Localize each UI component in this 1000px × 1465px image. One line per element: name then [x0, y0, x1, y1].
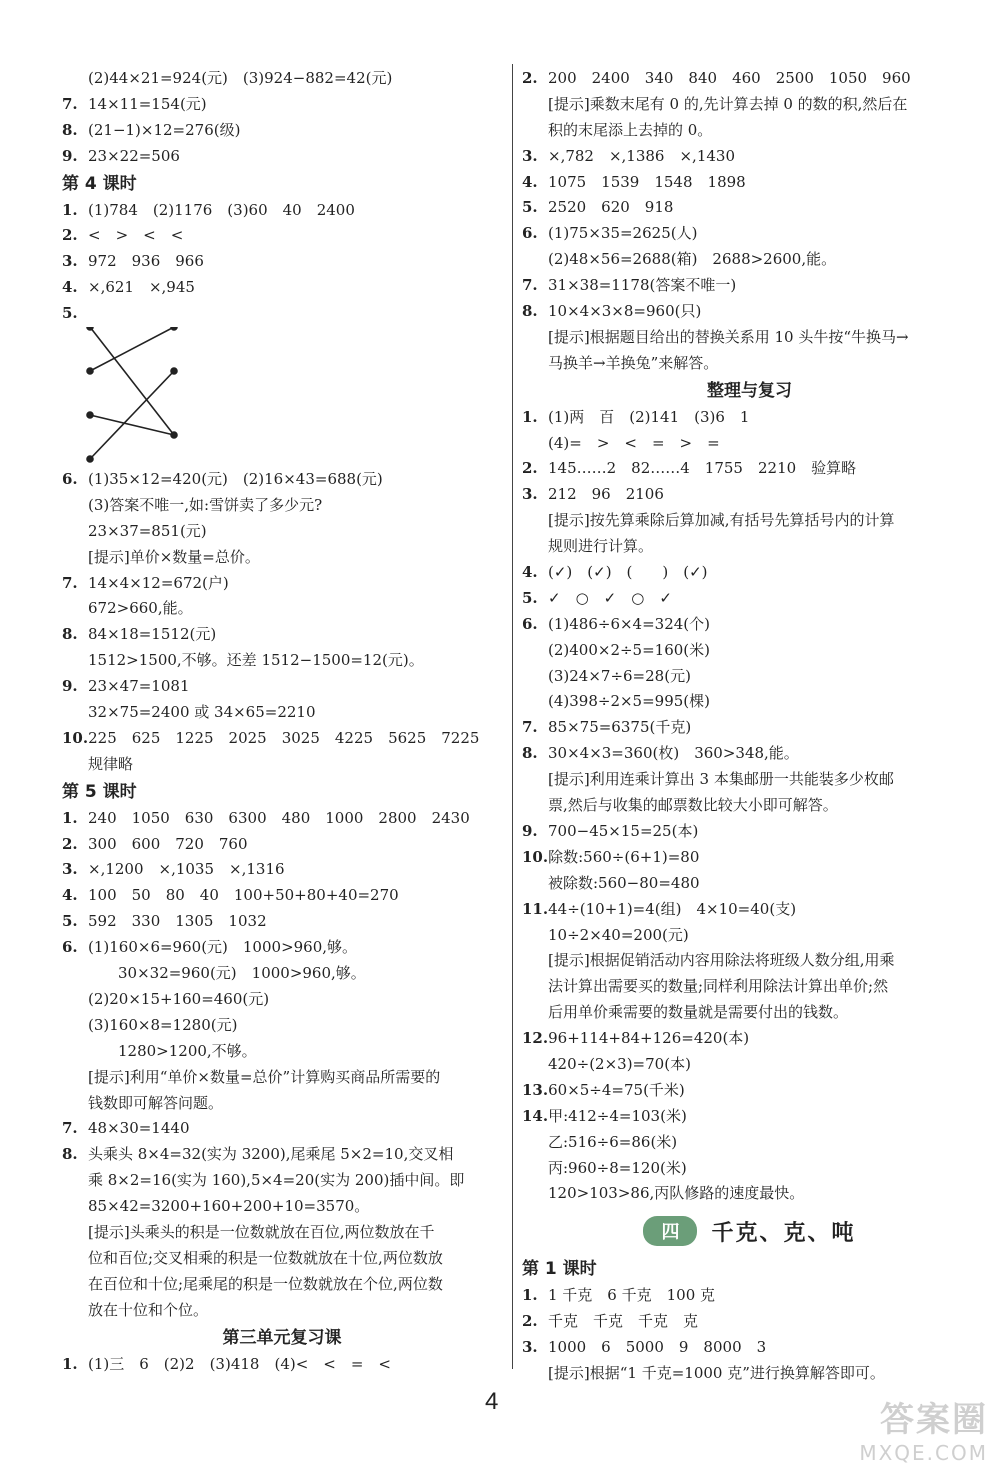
tip-line: [提示]根据题目给出的替换关系用 10 头牛按“牛换马→: [548, 327, 909, 346]
answer-10: [522, 845, 977, 871]
answer-text: (1)784 (2)1176 (3)60 40 2400: [88, 200, 355, 219]
tip-line: 在百位和十位;尾乘尾的积是一位数就放在个位,两位数: [88, 1274, 443, 1293]
answer-2: [62, 223, 502, 249]
tip-line: [提示]按先算乘除后算加减,有括号先算括号内的计算: [548, 511, 895, 530]
answer-line: (3)答案不唯一,如:雪饼卖了多少元?: [88, 495, 323, 514]
answer-text: 48×30=1440: [88, 1119, 190, 1138]
answer-line: 乘 8×2=16(实为 160),5×4=20(实为 200)插中间。即: [88, 1171, 465, 1190]
answer-9: [522, 819, 977, 845]
item-number: 8.: [62, 120, 78, 139]
answer-3: [522, 482, 977, 508]
item-number: 7.: [62, 94, 78, 113]
unit-3-review-heading: 第三单元复习课: [222, 1327, 342, 1348]
answer-8: [62, 118, 502, 144]
answer-text: 14×4×12=672(户): [88, 573, 229, 592]
item-number: 4.: [522, 563, 538, 582]
answer-9: [62, 674, 502, 700]
answer-text: 85×75=6375(千克): [548, 718, 692, 737]
item-number: 4.: [62, 278, 78, 297]
answer-text: (1)160×6=960(元) 1000>960,够。: [88, 938, 358, 957]
answer-text: ×,621 ×,945: [88, 278, 195, 297]
match-dot: [87, 368, 93, 374]
answer-text: (1)35×12=420(元) (2)16×43=688(元): [88, 470, 383, 489]
match-dot: [171, 327, 177, 330]
item-number: 7.: [522, 718, 538, 737]
tip-label: 提示: [553, 770, 584, 789]
answer-text: (21−1)×12=276(级): [88, 120, 241, 139]
answer-text: (1)486÷6×4=324(个): [548, 614, 711, 633]
tip-line: 票,然后与收集的邮票数比较大小即可解答。: [548, 796, 838, 815]
tip-text: 根据促销活动内容用除法将班级人数分组,用乘: [589, 951, 895, 970]
tip-line: 马换羊→羊换兔”来解答。: [548, 353, 719, 372]
answer-2: [522, 66, 977, 92]
tip-label: 提示: [93, 547, 124, 566]
item-number: 3.: [522, 146, 538, 165]
answer-text: (✓) (✓) ( ) (✓): [548, 563, 708, 582]
answer-3: [62, 249, 502, 275]
tip-line: [提示]乘数末尾有 0 的,先计算去掉 0 的数的积,然后在: [548, 94, 908, 113]
item-number: 2.: [522, 1312, 538, 1331]
answer-text: 30×4×3=360(枚) 360>348,能。: [548, 744, 799, 763]
tip-text: 头乘头的积是一位数就放在百位,两位数放在千: [129, 1222, 435, 1241]
answer-11: [522, 897, 977, 923]
item-number: 2.: [522, 69, 538, 87]
answer-1: [62, 806, 502, 832]
answer-6: [522, 221, 977, 247]
item-number: 5.: [62, 304, 78, 323]
item-number: 8.: [522, 744, 538, 763]
answer-line: (2)44×21=924(元) (3)924−882=42(元): [88, 69, 393, 87]
item-number: 1.: [522, 1286, 538, 1305]
answer-text: (1)三 6 (2)2 (3)418 (4)< < = <: [88, 1354, 391, 1373]
tip-line: [提示]根据促销活动内容用除法将班级人数分组,用乘: [548, 951, 895, 970]
answer-1: [522, 1283, 977, 1309]
answer-line: 120>103>86,丙队修路的速度最快。: [548, 1184, 805, 1203]
item-number: 5.: [62, 912, 78, 931]
item-number: 7.: [62, 1119, 78, 1138]
tip-label: 提示: [553, 94, 584, 113]
item-number: 6.: [62, 938, 78, 957]
answer-7: [62, 571, 502, 597]
answer-8: [522, 741, 977, 767]
lesson-5-heading: 第 5 课时: [62, 781, 137, 802]
match-line: [90, 371, 174, 459]
watermark: [859, 1392, 988, 1465]
answer-text: 200 2400 340 840 460 2500 1050 960: [548, 69, 911, 87]
item-number: 10.: [522, 847, 549, 866]
answer-line: 被除数:560−80=480: [548, 873, 700, 892]
answer-9: [62, 144, 502, 170]
item-number: 6.: [522, 614, 538, 633]
answer-text: 96+114+84+126=420(本): [548, 1029, 750, 1048]
answer-text: 700−45×15=25(本): [548, 821, 699, 840]
answer-line: 规律略: [88, 754, 134, 773]
page-number: 4: [485, 1388, 499, 1415]
lesson-4-heading: 第 4 课时: [62, 173, 137, 194]
lesson-1-heading: 第 1 课时: [522, 1259, 597, 1280]
right-column: [522, 66, 977, 1387]
tip-text: 根据题目给出的替换关系用 10 头牛按“牛换马→: [589, 327, 909, 346]
answer-5: [522, 195, 977, 221]
answer-8: [522, 299, 977, 325]
answer-line: (4)398÷2×5=995(棵): [548, 692, 711, 711]
item-number: 5.: [522, 198, 538, 217]
answer-8: [62, 622, 502, 648]
review-heading: 整理与复习: [707, 380, 792, 401]
answer-line: 30×32=960(元) 1000>960,够。: [118, 964, 366, 983]
item-number: 13.: [522, 1080, 549, 1099]
answer-1: [62, 198, 502, 224]
answer-6: [62, 935, 502, 961]
answer-text: 31×38=1178(答案不唯一): [548, 276, 737, 295]
match-dot: [87, 412, 93, 418]
answer-7: [62, 1116, 502, 1142]
answer-text: 100 50 80 40 100+50+80+40=270: [88, 886, 399, 905]
answer-line: (2)20×15+160=460(元): [88, 989, 270, 1008]
answer-1: [522, 405, 977, 431]
tip-text: 单价×数量=总价。: [129, 547, 260, 566]
unit-name: 千克、克、吨: [711, 1220, 856, 1246]
answer-4: [522, 560, 977, 586]
answer-line: 10÷2×40=200(元): [548, 925, 689, 944]
unit-badge: 四: [643, 1216, 697, 1246]
item-number: 3.: [62, 252, 78, 271]
answer-text: 23×47=1081: [88, 677, 190, 696]
item-number: 8.: [522, 302, 538, 321]
answer-text: ✓ ○ ✓ ○ ✓: [548, 588, 672, 607]
item-number: 14.: [522, 1106, 549, 1125]
answer-text: 60×5÷4=75(千米): [548, 1080, 685, 1099]
tip-label: 提示: [553, 327, 584, 346]
answer-text: (1)两 百 (2)141 (3)6 1: [548, 407, 750, 426]
item-number: 3.: [522, 1338, 538, 1357]
item-number: 1.: [62, 808, 78, 827]
item-number: 1.: [522, 407, 538, 426]
tip-label: 提示: [553, 511, 584, 530]
tip-text: 乘数末尾有 0 的,先计算去掉 0 的数的积,然后在: [589, 94, 908, 113]
answer-line: 32×75=2400 或 34×65=2210: [88, 703, 316, 722]
tip-line: 后用单价乘需要的数量就是需要付出的钱数。: [548, 1003, 849, 1022]
tip-label: 提示: [93, 1222, 124, 1241]
answer-5: [62, 301, 502, 327]
match-dot: [87, 327, 93, 330]
item-number: 2.: [62, 226, 78, 245]
answer-text: 23×22=506: [88, 146, 180, 165]
answer-5: [62, 909, 502, 935]
item-number: 9.: [522, 821, 538, 840]
item-number: 6.: [62, 470, 78, 489]
column-divider: [512, 64, 513, 1369]
match-dot: [171, 368, 177, 374]
item-number: 8.: [62, 1145, 78, 1164]
item-number: 6.: [522, 224, 538, 243]
answer-8: [62, 1142, 502, 1168]
answer-7: [522, 273, 977, 299]
item-number: 5.: [522, 588, 538, 607]
answer-4: [62, 275, 502, 301]
tip-text: 按先算乘除后算加减,有括号先算括号内的计算: [589, 511, 895, 530]
answer-text: 1075 1539 1548 1898: [548, 172, 746, 191]
tip-line: 位和百位;交叉相乘的积是一位数就放在十位,两位数放: [88, 1248, 443, 1267]
answer-text: 212 96 2106: [548, 485, 664, 504]
answer-text: 592 330 1305 1032: [88, 912, 267, 931]
tip-text: 根据“1 千克=1000 克”进行换算解答即可。: [589, 1363, 885, 1382]
answer-line: 乙:516÷6=86(米): [548, 1132, 678, 1151]
answer-4: [522, 170, 977, 196]
answer-text: 972 936 966: [88, 252, 204, 271]
answer-2: [522, 456, 977, 482]
answer-line: 1512>1500,不够。还差 1512−1500=12(元)。: [88, 651, 424, 670]
item-number: 10.: [62, 728, 89, 747]
item-number: 9.: [62, 146, 78, 165]
answer-text: 44÷(10+1)=4(组) 4×10=40(支): [548, 899, 797, 918]
item-number: 2.: [522, 459, 538, 478]
answer-line: (3)160×8=1280(元): [88, 1015, 238, 1034]
answer-text: 145……2 82……4 1755 2210 验算略: [548, 459, 857, 478]
answer-6: [62, 467, 502, 493]
item-number: 3.: [62, 860, 78, 879]
answer-14: [522, 1104, 977, 1130]
unit-4-title: [522, 1211, 977, 1251]
item-number: 7.: [62, 573, 78, 592]
tip-line: 钱数即可解答问题。: [88, 1093, 224, 1112]
answer-text: ×,782 ×,1386 ×,1430: [548, 146, 735, 165]
answer-text: < > < <: [88, 226, 184, 245]
tip-line: [提示]利用连乘计算出 3 本集邮册一共能装多少枚邮: [548, 770, 894, 789]
item-number: 7.: [522, 276, 538, 295]
answer-3: [522, 144, 977, 170]
tip-label: 提示: [93, 1067, 124, 1086]
answer-text: 1000 6 5000 9 8000 3: [548, 1338, 767, 1357]
answer-7: [62, 92, 502, 118]
tip-line: [提示]头乘头的积是一位数就放在百位,两位数放在千: [88, 1222, 435, 1241]
item-number: 11.: [522, 899, 549, 918]
item-number: 1.: [62, 1354, 78, 1373]
answer-text: 14×11=154(元): [88, 94, 207, 113]
match-dot: [171, 432, 177, 438]
answer-text: 头乘头 8×4=32(实为 3200),尾乘尾 5×2=10,交叉相: [88, 1145, 454, 1164]
item-number: 9.: [62, 677, 78, 696]
item-number: 12.: [522, 1029, 549, 1048]
answer-line: (4)= > < = > =: [548, 433, 720, 452]
answer-7: [522, 715, 977, 741]
answer-text: (1)75×35=2625(人): [548, 224, 698, 243]
answer-line: 丙:960÷8=120(米): [548, 1158, 687, 1177]
answer-line: 672>660,能。: [88, 599, 193, 618]
tip-line: 积的末尾添上去掉的 0。: [548, 120, 713, 139]
answer-text: ×,1200 ×,1035 ×,1316: [88, 860, 285, 879]
matching-lines-diagram: [84, 327, 224, 467]
tip-line: 放在十位和个位。: [88, 1300, 209, 1319]
answer-text: 10×4×3×8=960(只): [548, 302, 702, 321]
answer-3: [522, 1335, 977, 1361]
match-dot: [87, 456, 93, 462]
watermark-logo: 答案圈: [880, 1400, 988, 1440]
answer-6: [522, 612, 977, 638]
tip-text: 利用连乘计算出 3 本集邮册一共能装多少枚邮: [589, 770, 894, 789]
answer-text: 240 1050 630 6300 480 1000 2800 2430: [88, 808, 470, 827]
answer-text: 84×18=1512(元): [88, 625, 217, 644]
answer-line: (3)24×7÷6=28(元): [548, 666, 691, 685]
answer-10: [62, 726, 502, 752]
answer-5: [522, 586, 977, 612]
answer-text: 1 千克 6 千克 100 克: [548, 1286, 716, 1305]
answer-text: 300 600 720 760: [88, 834, 248, 853]
answer-line: 23×37=851(元): [88, 521, 207, 540]
item-number: 3.: [522, 485, 538, 504]
tip-line: 规则进行计算。: [548, 537, 654, 556]
answer-line: (2)400×2÷5=160(米): [548, 640, 711, 659]
answer-text: 225 625 1225 2025 3025 4225 5625 7225: [88, 728, 480, 747]
tip-line: [提示]利用“单价×数量=总价”计算购买商品所需要的: [88, 1067, 441, 1086]
answer-4: [62, 883, 502, 909]
left-column: [62, 66, 502, 1377]
answer-line: 420÷(2×3)=70(本): [548, 1054, 691, 1073]
item-number: 8.: [62, 625, 78, 644]
item-number: 2.: [62, 834, 78, 853]
watermark-site: MXQE.COM: [859, 1441, 988, 1465]
item-number: 4.: [522, 172, 538, 191]
answer-text: 甲:412÷4=103(米): [548, 1106, 687, 1125]
answer-text: 2520 620 918: [548, 198, 674, 217]
answer-text: 千克 千克 千克 克: [548, 1312, 699, 1331]
answer-2: [62, 832, 502, 858]
match-line: [90, 327, 174, 371]
answer-2: [522, 1309, 977, 1335]
answer-line: (2)48×56=2688(箱) 2688>2600,能。: [548, 250, 837, 269]
tip-line: 法计算出需要买的数量;同样利用除法计算出单价;然: [548, 977, 889, 996]
tip-text: 利用“单价×数量=总价”计算购买商品所需要的: [129, 1067, 441, 1086]
tip-line: [提示]根据“1 千克=1000 克”进行换算解答即可。: [548, 1363, 885, 1382]
answer-line: 85×42=3200+160+200+10=3570。: [88, 1197, 370, 1216]
answer-text: 除数:560÷(6+1)=80: [548, 847, 700, 866]
tip-line: [提示]单价×数量=总价。: [88, 547, 260, 566]
tip-label: 提示: [553, 951, 584, 970]
item-number: 4.: [62, 886, 78, 905]
tip-label: 提示: [553, 1363, 584, 1382]
answer-1: [62, 1352, 502, 1378]
answer-13: [522, 1078, 977, 1104]
answer-3: [62, 857, 502, 883]
item-number: 1.: [62, 200, 78, 219]
answer-12: [522, 1026, 977, 1052]
answer-line: 1280>1200,不够。: [118, 1041, 257, 1060]
